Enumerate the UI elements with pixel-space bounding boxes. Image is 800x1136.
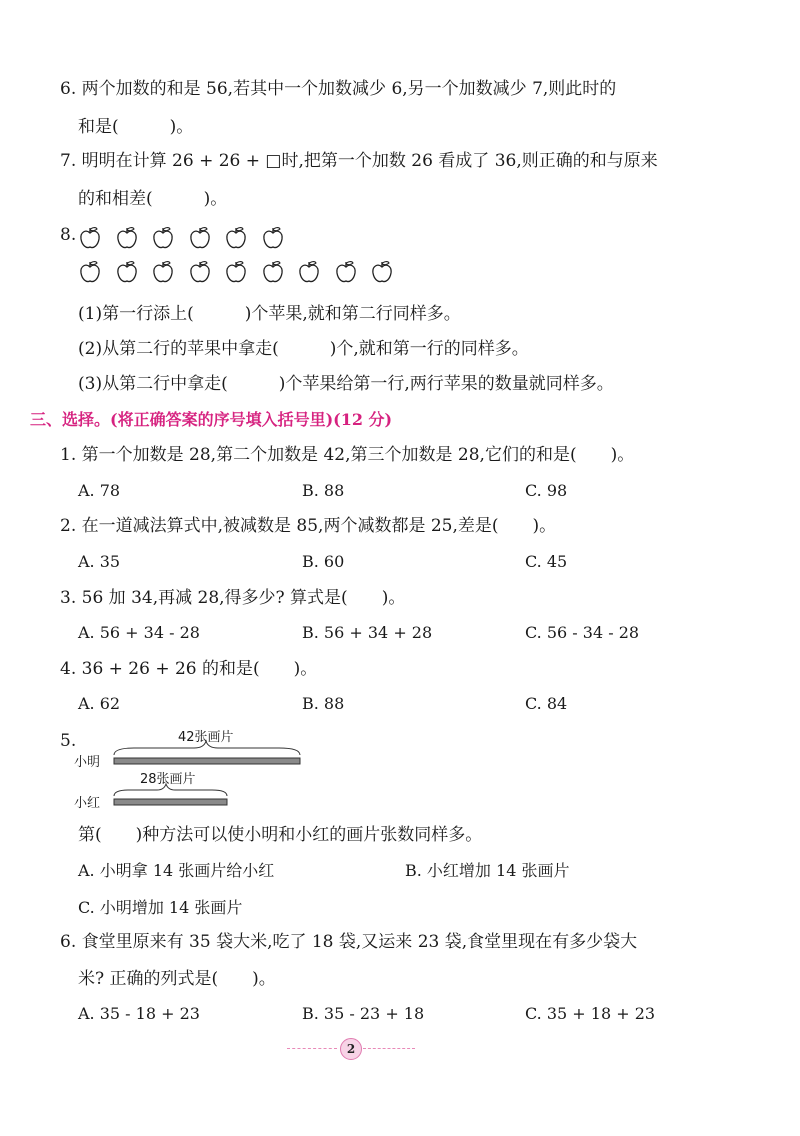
q3-option-a: A. 56 + 34 - 28 <box>78 623 200 642</box>
question-8-sub-2: (2)从第二行的苹果中拿走( )个,就和第一行的同样多。 <box>78 339 529 359</box>
question-8-number: 8. <box>60 225 77 245</box>
q4-option-a: A. 62 <box>78 694 121 713</box>
apple-icon <box>151 226 175 250</box>
apple-icon <box>334 260 358 284</box>
question-8-sub-3: (3)从第二行中拿走( )个苹果给第一行,两行苹果的数量就同样多。 <box>78 374 614 394</box>
xiaoming-label: 小明 <box>74 755 101 770</box>
comparison-bar-diagram <box>74 724 314 814</box>
q1-option-a: A. 78 <box>78 481 121 500</box>
apple-icon <box>370 260 394 284</box>
apple-icon <box>297 260 321 284</box>
q2-option-b: B. 60 <box>302 552 345 571</box>
question-7-line-1: 7. 明明在计算 26 + 26 + □时,把第一个加数 26 看成了 36,则正确的和与原来 <box>60 151 658 171</box>
q1-option-c: C. 98 <box>525 481 568 500</box>
apple-icon <box>115 226 139 250</box>
question-8-sub-1: (1)第一行添上( )个苹果,就和第二行同样多。 <box>78 304 461 324</box>
page-number: 2 <box>340 1038 362 1060</box>
apple-row-2 <box>78 260 407 284</box>
footer-rule-right <box>363 1048 415 1049</box>
q5-option-a: A. 小明拿 14 张画片给小红 <box>78 861 275 880</box>
choice-question-4: 4. 36 + 26 + 26 的和是( )。 <box>60 659 318 679</box>
question-7-line-2: 的和相差( )。 <box>78 189 228 209</box>
q5-option-b: B. 小红增加 14 张画片 <box>405 861 570 880</box>
q3-option-c: C. 56 - 34 - 28 <box>525 623 640 642</box>
q5-option-c: C. 小明增加 14 张画片 <box>78 898 243 917</box>
apple-icon <box>261 260 285 284</box>
footer-rule-left <box>287 1048 337 1049</box>
xiaoming-bar <box>114 758 300 764</box>
xiaoming-brace-label: 42张画片 <box>178 730 234 745</box>
q2-option-a: A. 35 <box>78 552 121 571</box>
choice-question-1: 1. 第一个加数是 28,第二个加数是 42,第三个加数是 28,它们的和是( )。 <box>60 445 635 465</box>
choice-question-6-line-1: 6. 食堂里原来有 35 袋大米,吃了 18 袋,又运来 23 袋,食堂里现在有多少袋大 <box>60 932 638 952</box>
apple-icon <box>151 260 175 284</box>
q6-option-b: B. 35 - 23 + 18 <box>302 1004 425 1023</box>
apple-icon <box>115 260 139 284</box>
apple-icon <box>78 226 102 250</box>
q1-option-b: B. 88 <box>302 481 345 500</box>
apple-icon <box>224 226 248 250</box>
section-3-title: 三、选择。(将正确答案的序号填入括号里)(12 分) <box>30 410 393 429</box>
apple-icon <box>188 226 212 250</box>
choice-question-5-text: 第( )种方法可以使小明和小红的画片张数同样多。 <box>78 825 483 845</box>
q6-option-c: C. 35 + 18 + 23 <box>525 1004 656 1023</box>
question-6-line-1: 6. 两个加数的和是 56,若其中一个加数减少 6,另一个加数减少 7,则此时的 <box>60 79 617 99</box>
q4-option-c: C. 84 <box>525 694 568 713</box>
choice-question-6-line-2: 米? 正确的列式是( )。 <box>78 969 276 989</box>
xiaohong-brace-label: 28张画片 <box>140 772 196 787</box>
choice-question-3: 3. 56 加 34,再减 28,得多少? 算式是( )。 <box>60 588 406 608</box>
question-6-line-2: 和是( )。 <box>78 117 194 137</box>
xiaohong-bar <box>114 799 227 805</box>
q3-option-b: B. 56 + 34 + 28 <box>302 623 433 642</box>
choice-question-5-number: 5. <box>60 731 77 751</box>
q6-option-a: A. 35 - 18 + 23 <box>78 1004 200 1023</box>
apple-icon <box>261 226 285 250</box>
choice-question-2: 2. 在一道减法算式中,被减数是 85,两个减数都是 25,差是( )。 <box>60 516 557 536</box>
apple-row-1 <box>78 226 297 250</box>
q4-option-b: B. 88 <box>302 694 345 713</box>
xiaoming-brace <box>114 741 300 755</box>
apple-icon <box>224 260 248 284</box>
xiaohong-label: 小红 <box>74 796 101 811</box>
q2-option-c: C. 45 <box>525 552 568 571</box>
apple-icon <box>188 260 212 284</box>
apple-icon <box>78 260 102 284</box>
